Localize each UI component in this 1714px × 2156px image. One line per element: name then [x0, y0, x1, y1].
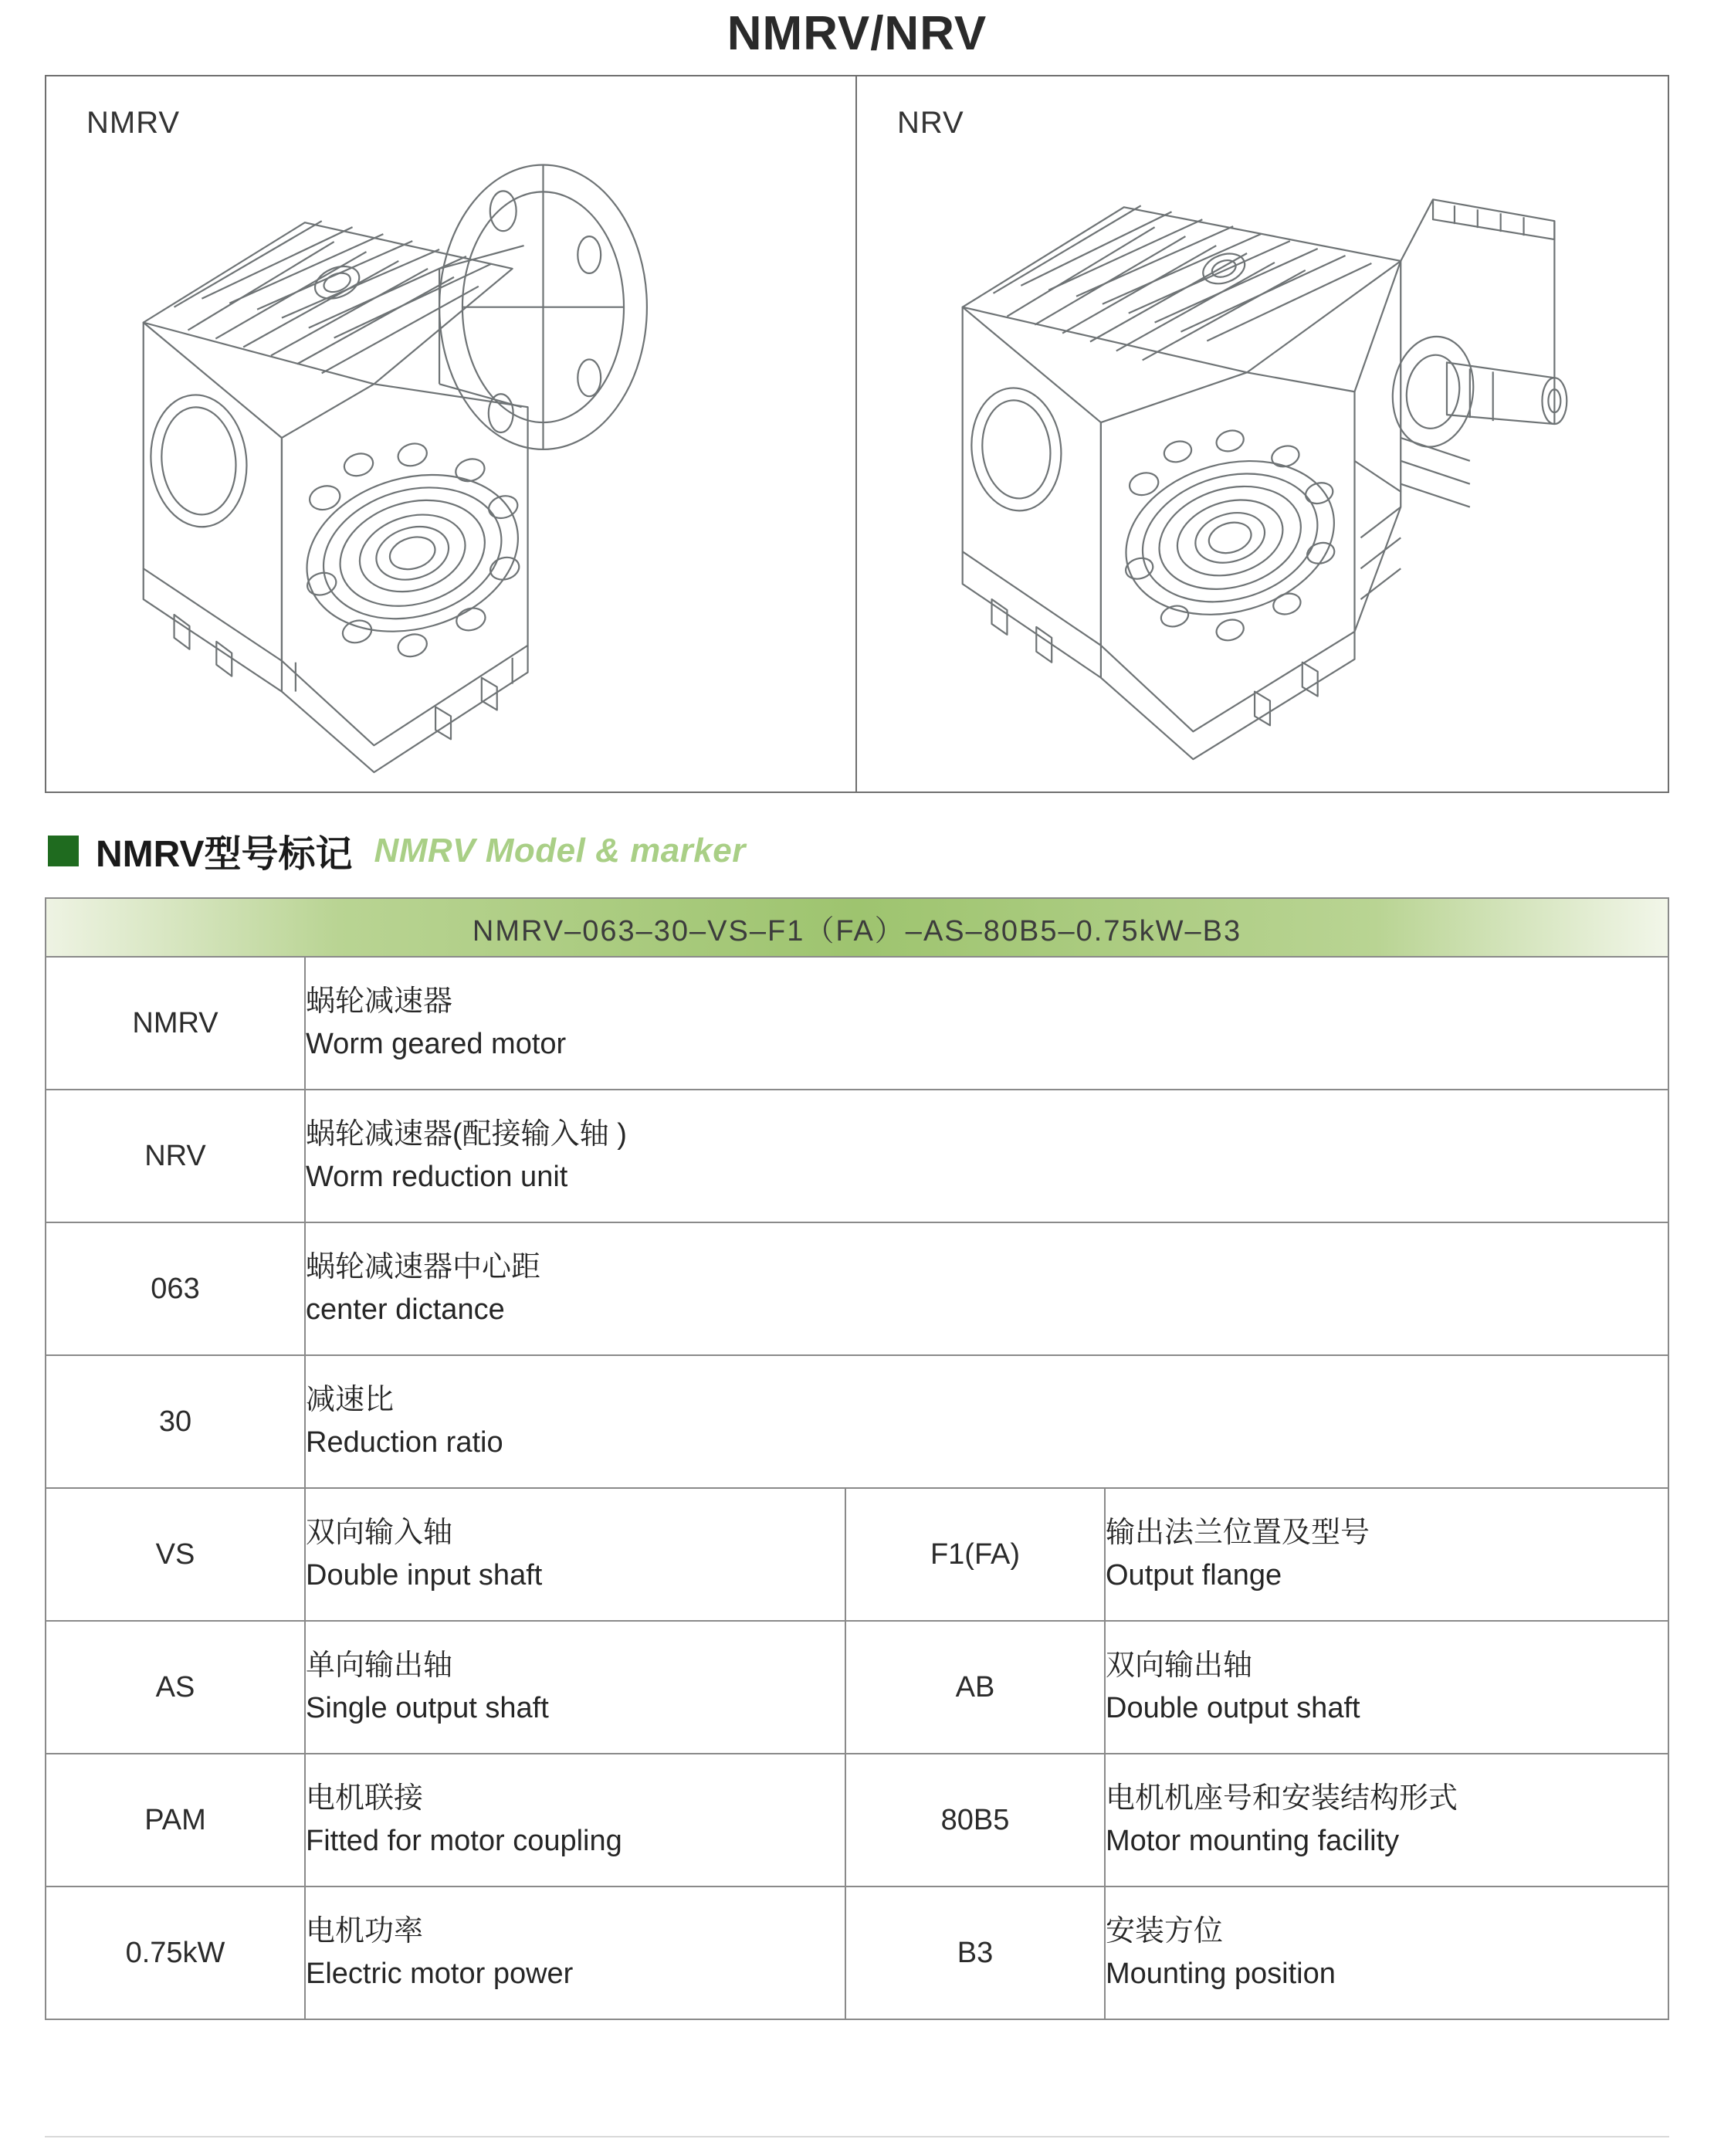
row-code: NRV [46, 1090, 305, 1222]
row-code-secondary: 80B5 [845, 1754, 1105, 1886]
row-description [305, 1090, 1668, 1222]
row-description [305, 1355, 1668, 1488]
row-description-cn: 蜗轮减速器 [306, 985, 453, 1018]
row-description [305, 1754, 845, 1886]
model-code-banner [46, 898, 1668, 957]
row-description-secondary-en: Output flange [1106, 1559, 1282, 1592]
figure-label-nrv: NRV [897, 106, 964, 140]
page-title: NMRV/NRV [727, 7, 987, 60]
row-description-en: Reduction ratio [306, 1426, 503, 1459]
row-code: 063 [46, 1222, 305, 1355]
section-title-cn: NMRV型号标记 [96, 834, 353, 875]
row-description-secondary-cn: 电机机座号和安装结构形式 [1106, 1781, 1458, 1815]
table-row [46, 1355, 1668, 1488]
worm-gearbox-with-output-flange-drawing [46, 76, 855, 792]
row-description-secondary-cn: 双向输出轴 [1106, 1649, 1253, 1682]
row-code: PAM [46, 1754, 305, 1886]
row-description-en: Double input shaft [306, 1559, 543, 1592]
row-description [305, 1886, 845, 2019]
table-row [46, 1886, 1668, 2019]
row-description-secondary-cn: 输出法兰位置及型号 [1106, 1516, 1370, 1549]
row-description-en: center dictance [306, 1293, 505, 1326]
row-code: VS [46, 1488, 305, 1621]
figure-cell-nmrv [46, 76, 857, 792]
row-code-secondary: B3 [845, 1886, 1105, 2019]
row-description-en: Electric motor power [306, 1958, 574, 1990]
row-description-cn: 蜗轮减速器中心距 [306, 1250, 541, 1283]
figure-label-nmrv: NMRV [86, 106, 181, 140]
row-description [305, 1488, 845, 1621]
table-row [46, 1621, 1668, 1754]
table-row [46, 1090, 1668, 1222]
row-description-secondary-en: Mounting position [1106, 1958, 1336, 1990]
product-image-panel [45, 75, 1669, 793]
row-description-secondary [1105, 1488, 1668, 1621]
row-description-cn: 单向输出轴 [306, 1649, 453, 1682]
section-title-en: NMRV Model & marker [374, 831, 746, 870]
row-description-secondary [1105, 1754, 1668, 1886]
table-banner-row [46, 898, 1668, 957]
figure-cell-nrv [857, 76, 1668, 792]
table-row [46, 1222, 1668, 1355]
row-code-secondary: AB [845, 1621, 1105, 1754]
row-description [305, 957, 1668, 1090]
row-description-cn: 蜗轮减速器(配接输入轴 ) [306, 1117, 627, 1151]
row-description-en: Single output shaft [306, 1692, 549, 1724]
row-description-secondary-en: Double output shaft [1106, 1692, 1360, 1724]
row-description-secondary-en: Motor mounting facility [1106, 1825, 1400, 1857]
row-code: 0.75kW [46, 1886, 305, 2019]
table-row [46, 1488, 1668, 1621]
table-row [46, 957, 1668, 1090]
row-description-secondary [1105, 1886, 1668, 2019]
row-description-cn: 电机联接 [306, 1781, 424, 1815]
worm-gearbox-with-input-shaft-drawing [857, 76, 1668, 792]
section-heading [45, 824, 1669, 877]
green-square-bullet-icon [48, 836, 79, 866]
row-description [305, 1621, 845, 1754]
model-marker-table [45, 897, 1669, 2020]
row-code: NMRV [46, 957, 305, 1090]
model-code-text: NMRV–063–30–VS–F1（FA）–AS–80B5–0.75kW–B3 [472, 914, 1242, 947]
row-code: AS [46, 1621, 305, 1754]
row-description [305, 1222, 1668, 1355]
row-code: 30 [46, 1355, 305, 1488]
row-description-secondary-cn: 安装方位 [1106, 1914, 1224, 1948]
page-bottom-divider [45, 2136, 1669, 2137]
row-code-secondary: F1(FA) [845, 1488, 1105, 1621]
row-description-en: Worm geared motor [306, 1028, 567, 1060]
row-description-en: Fitted for motor coupling [306, 1825, 622, 1857]
row-description-en: Worm reduction unit [306, 1161, 568, 1193]
row-description-cn: 双向输入轴 [306, 1516, 453, 1549]
row-description-secondary [1105, 1621, 1668, 1754]
row-description-cn: 减速比 [306, 1383, 395, 1416]
row-description-cn: 电机功率 [306, 1914, 424, 1948]
table-row [46, 1754, 1668, 1886]
